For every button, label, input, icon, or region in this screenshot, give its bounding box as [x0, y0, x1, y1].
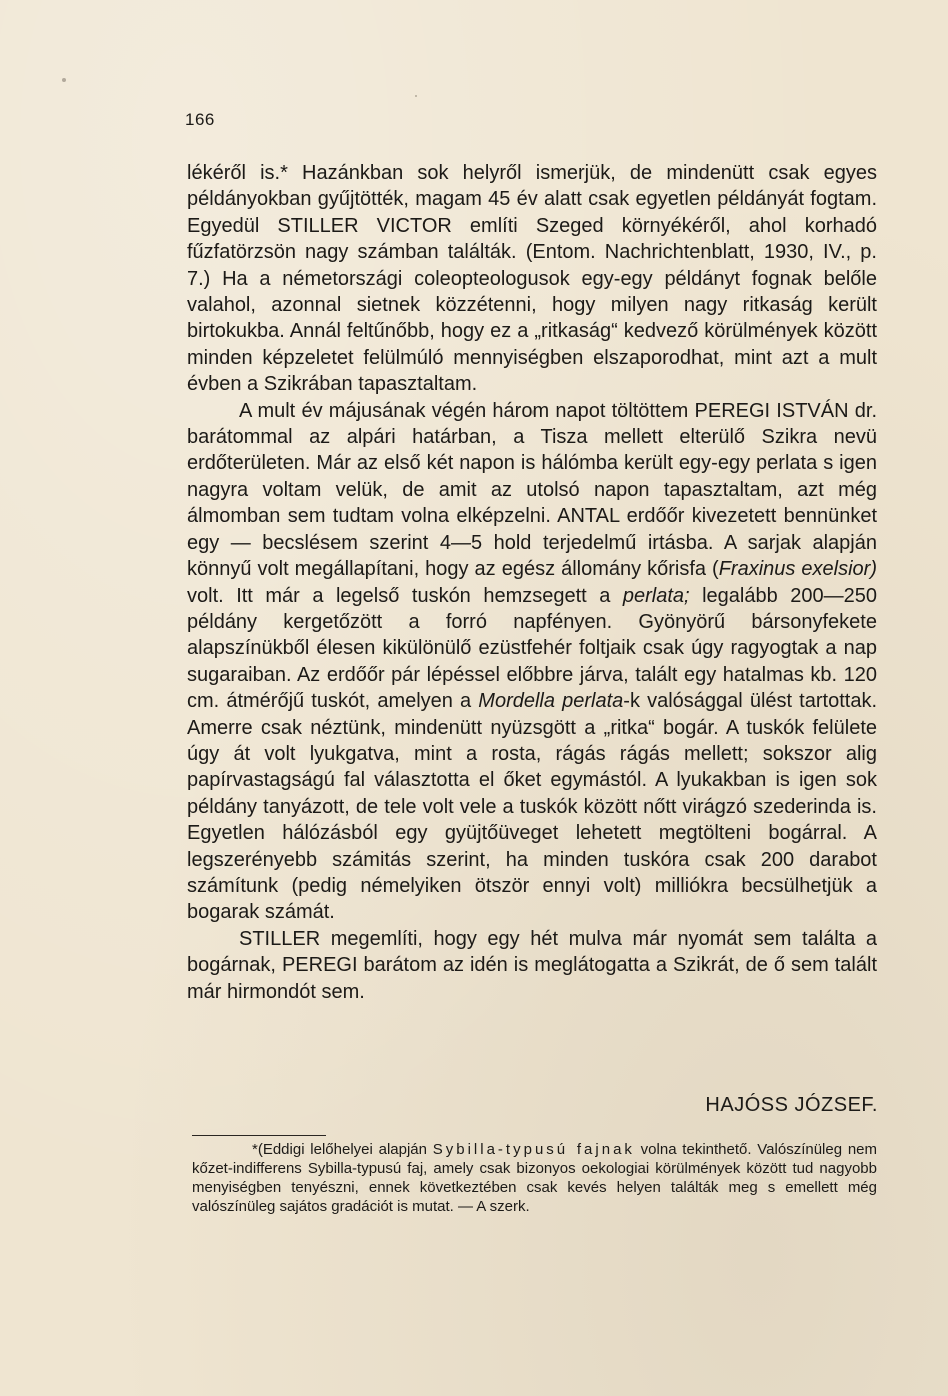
paragraph-1: lékéről is.* Hazánkban sok helyről ismerjük, de mindenütt csak egyes példányokban gyűjtötték, magam 45 év alatt csak egyetlen példányát fogtam. Egyedül STILLER VICTOR említi Szeged környékéről, ahol korhadó fűzfatörzsön nagy számban találták. (Entom. Nachrichtenblatt, 1930, IV., p. 7.) Ha a németországi coleopteologusok egy-egy példányt fognak belőle valahol, azonnal sietnek közzétenni, hogy milyen nagy ritkaság került birtokukba. Annál feltűnőbb, hogy ez a „ritkaság“ kedvező körülmények között minden képzeletet felülmúló mennyiségben elszaporodhat, mint azt a mult évben a Szikrában tapasztaltam. — [187, 162, 877, 396]
species-name-fraxinus: Fraxinus exelsior) — [718, 558, 877, 581]
article-body — [187, 160, 877, 1005]
species-name-perlata: perlata; — [622, 584, 690, 607]
paragraph-2-text-2: volt. Itt már a legelső tuskón hemzsegett a — [187, 584, 623, 607]
page-number: 166 — [185, 110, 215, 129]
footnote-text-1: *(Eddigi lelőhelyei alapján — [252, 1141, 433, 1158]
paper-speck — [415, 95, 417, 97]
footnote-text-2: volna tekinthető. Valószínüleg nem kőzet-indifferens Sybilla-typusú faj, amely csak bizonyos oekologiai körülmények között tud nagyobb menyiségben tenyészni, ennek következtében csak kevés helyen találták meg s emellett még valószínüleg sajátos gradációt is mutat. — A szerk. — [192, 1141, 878, 1215]
paper-speck — [532, 410, 535, 415]
footnote-spaced-term: Sybilla-typusú fajnak — [432, 1141, 635, 1158]
footnote-divider — [192, 1135, 326, 1136]
paragraph-2 — [187, 398, 877, 926]
footnote-text — [192, 1140, 877, 1216]
paragraph-2-text-1: A mult év májusának végén három napot töltöttem PEREGI ISTVÁN dr. barátommal az alpári határban, a Tisza mellett elterülő Szikra nevü erdőterületen. Már az első két napon is hálómba került egy-egy perlata s igen nagyra voltam velük, de amit az utolsó napon tapasztaltam, azt még álmomban sem tudtam volna elképzelni. ANTAL erdőőr kivezetett bennünket egy — becslésem szerint 4—5 hold terjedelmű irtásba. A sarjak alapján könnyű volt megállapítani, hogy az egész állomány kőrisfa ( — [187, 399, 877, 581]
paragraph-2-text-3: legalább 200—250 példány kergetőzött a forró napfényen. Gyönyörű bársonyfekete alapszínükből élesen kikülönülő ezüstfehér foltjaik csak úgy ragyogtak a nap sugaraiban. Az erdőőr pár lépéssel előbbre járva, talált egy hatalmas kb. 120 cm. átmérőjű tuskót, amelyen a — [187, 584, 877, 713]
author-signature: HAJÓSS JÓZSEF. — [705, 1094, 878, 1116]
paper-speck — [62, 78, 66, 82]
paragraph-3: STILLER megemlíti, hogy egy hét mulva már nyomát sem találta a bogárnak, PEREGI barátom az idén is meglátogatta a Szikrát, de ő sem talált már hirmondót sem. — [187, 927, 877, 1003]
footnote — [192, 1140, 877, 1216]
species-name-mordella-perlata: Mordella perlata — [478, 690, 624, 713]
paragraph-2-text-4: -k valósággal ülést tartottak. Amerre csak néztünk, mindenütt nyüzsgött a „ritka“ bogár. A tuskók felülete úgy át volt lyukgatva, mint a rosta, rágás rágás mellett; sokszor alig papírvastagságú fal választotta el őket egymástól. A lyukakban is igen sok példány tanyázott, de tele volt vele a tuskók között nőtt virágzó szederinda is. Egyetlen hálózásból egy gyüjtőüveget lehetett megtölteni bogárral. A legszerényebb számitás szerint, ha minden tuskóra csak 200 darabot számítunk (pedig némelyiken ötször ennyi volt) milliókra becsülhetjük a bogarak számát. — [187, 690, 877, 924]
